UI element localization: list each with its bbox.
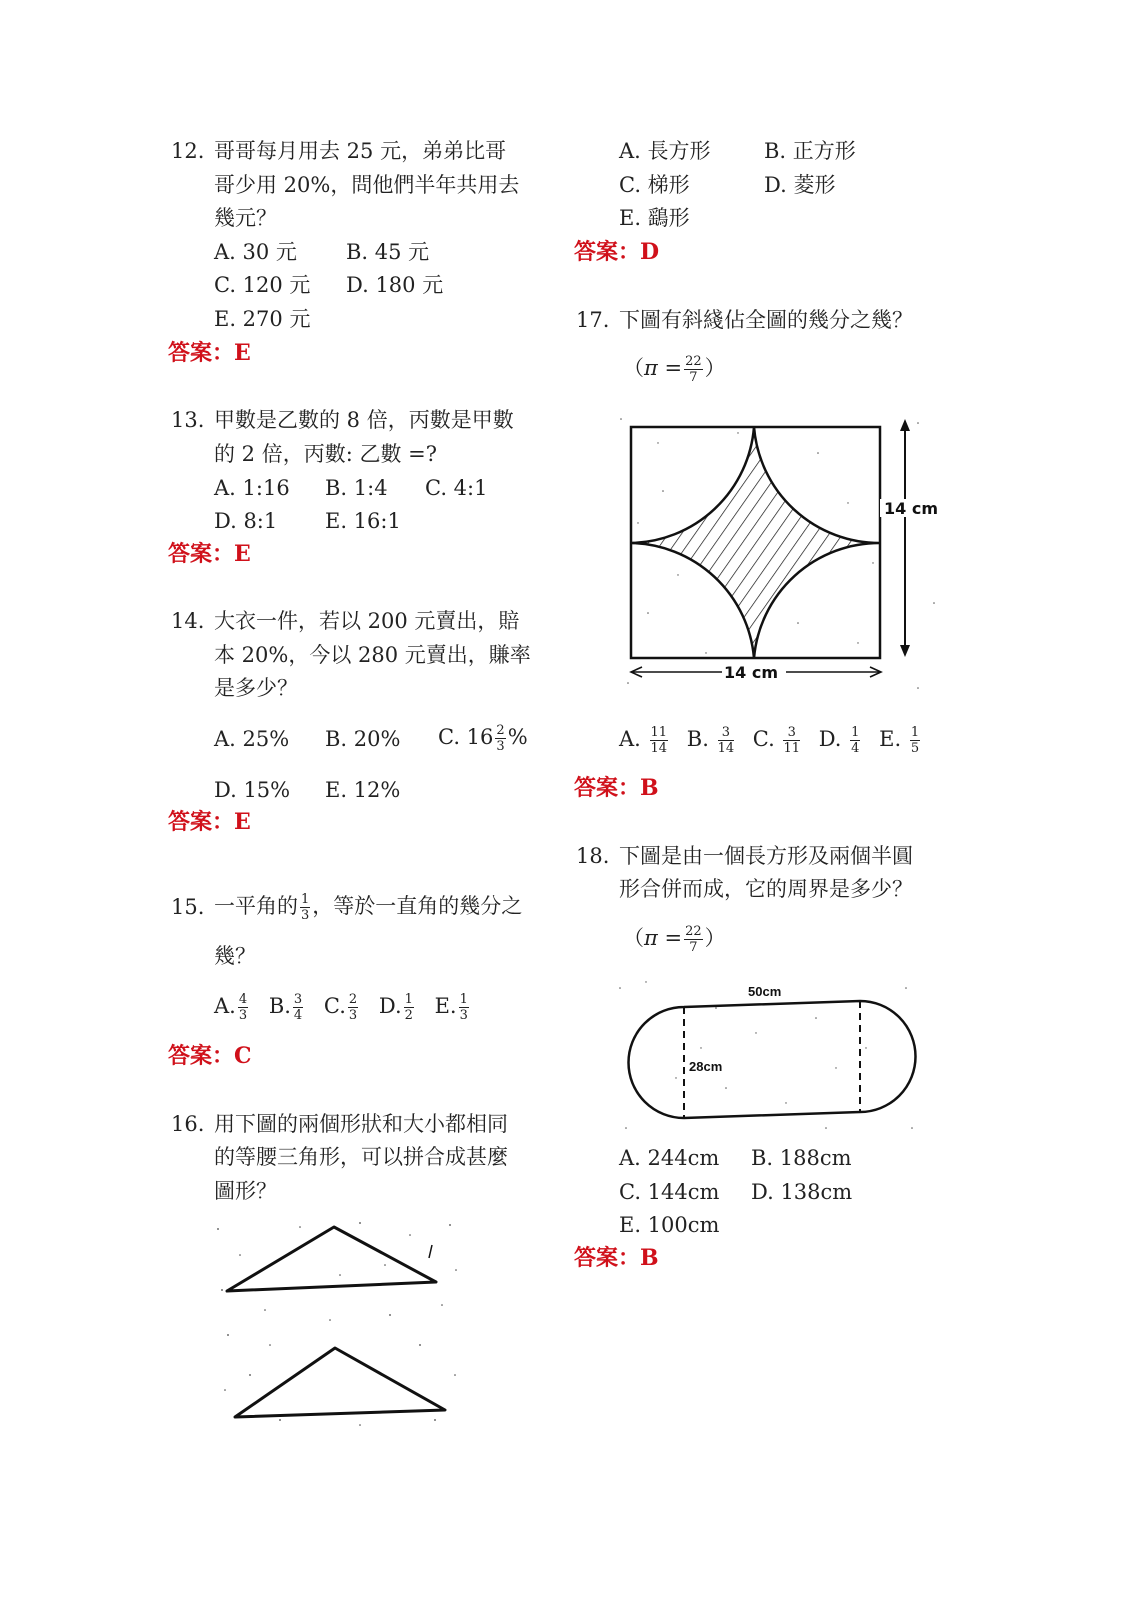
- option-letter: A.: [619, 727, 641, 751]
- paren: ）: [704, 356, 726, 380]
- fraction-denominator: 3: [496, 739, 505, 754]
- question-text-line: 用下圖的兩個形狀和大小都相同: [214, 1112, 508, 1136]
- option-letter: E.: [434, 994, 457, 1018]
- fraction-numerator: 2: [496, 723, 505, 738]
- fraction-numerator: 3: [783, 726, 800, 741]
- answer-line: [574, 240, 659, 264]
- option-b: B. 20%: [325, 727, 401, 751]
- answer-value: B: [640, 1245, 659, 1271]
- pi-symbol: π =: [644, 926, 683, 950]
- option-e: E. 12%: [325, 778, 401, 802]
- shaded-region: [631, 427, 880, 658]
- option-b: B. 188cm: [751, 1146, 852, 1170]
- fraction: [459, 993, 469, 1022]
- fraction-denominator: 3: [238, 1008, 248, 1023]
- question-number: 13.: [171, 408, 205, 432]
- options-row: [619, 723, 922, 755]
- option-c-suffix: %: [507, 725, 528, 749]
- fraction: [495, 724, 505, 753]
- option-a: A. 1:16: [214, 476, 290, 500]
- option-letter: D.: [378, 994, 402, 1018]
- question-text-line: 幾元？: [214, 206, 277, 230]
- question-text-line: [214, 890, 522, 922]
- fraction-denominator: 2: [404, 1008, 413, 1023]
- option-b: B. 45 元: [346, 240, 430, 264]
- question-number: 15.: [171, 895, 205, 919]
- option-a: A. 25%: [214, 727, 290, 751]
- option-c: C. 144cm: [619, 1180, 720, 1204]
- option-e: E. 100cm: [619, 1213, 720, 1237]
- question-number: 12.: [171, 139, 205, 163]
- option-d: D. 180 元: [346, 273, 444, 297]
- answer-value: E: [234, 541, 251, 567]
- fraction-denominator: 7: [689, 940, 698, 955]
- answer-label: 答案：: [574, 1245, 641, 1271]
- option-c: C. 120 元: [214, 273, 311, 297]
- answer-label: 答案：: [168, 541, 235, 567]
- fraction: [238, 993, 248, 1022]
- question-number: 14.: [171, 609, 205, 633]
- option-e: [879, 725, 922, 756]
- stadium-figure: [616, 978, 916, 1138]
- fraction-numerator: 1: [459, 992, 468, 1007]
- question-text-line: 大衣一件，若以 200 元賣出，賠: [214, 609, 520, 633]
- fraction: [650, 726, 669, 755]
- fraction-numerator: 2: [348, 992, 358, 1007]
- fraction: [348, 993, 358, 1022]
- option-a: A. 30 元: [214, 240, 297, 264]
- answer-line: [168, 810, 251, 834]
- option-b: [268, 992, 305, 1023]
- answer-line: [574, 776, 659, 800]
- option-c: [323, 992, 360, 1023]
- width-label: 28cm: [689, 1059, 723, 1074]
- answer-value: E: [234, 809, 251, 835]
- square-figure: [618, 413, 938, 693]
- option-a: A. 244cm: [619, 1146, 720, 1170]
- fraction-numerator: 1: [910, 725, 920, 740]
- option-c-prefix: C. 16: [438, 725, 494, 749]
- question-number: 16.: [171, 1112, 205, 1136]
- option-letter: C.: [752, 727, 775, 751]
- option-e: E. 鷂形: [619, 206, 690, 230]
- option-c: [752, 725, 802, 756]
- paren: （: [623, 926, 644, 950]
- question-text-line: 本 20%，今以 280 元賣出，賺率: [214, 643, 531, 667]
- option-d: D. 8:1: [214, 509, 278, 533]
- answer-label: 答案：: [168, 340, 235, 366]
- question-text-line: 圖形？: [214, 1179, 277, 1203]
- pi-symbol: π =: [644, 356, 683, 380]
- fraction-numerator: 22: [685, 924, 702, 939]
- isosceles-triangle: [235, 1348, 445, 1417]
- option-e: E. 270 元: [214, 307, 311, 331]
- fraction-numerator: 3: [293, 992, 303, 1007]
- option-d: [378, 992, 416, 1023]
- fraction: [684, 355, 703, 384]
- fraction-numerator: 4: [238, 992, 248, 1007]
- text: 一平角的: [214, 894, 298, 918]
- isosceles-triangle: [227, 1227, 436, 1291]
- option-a: A. 長方形: [619, 139, 711, 163]
- fraction-denominator: 7: [689, 370, 698, 385]
- triangles-figure: [210, 1215, 465, 1435]
- answer-label: 答案：: [168, 1043, 235, 1069]
- pi-note: [623, 922, 726, 954]
- fraction: [404, 993, 414, 1022]
- question-text-line: 形合併而成，它的周界是多少？: [619, 877, 913, 901]
- height-label: 14 cm: [884, 499, 938, 518]
- width-label: 14 cm: [724, 663, 778, 682]
- option-b: B. 正方形: [764, 139, 856, 163]
- option-d: D. 138cm: [751, 1180, 853, 1204]
- option-letter: B.: [686, 727, 709, 751]
- option-letter: A.: [214, 994, 236, 1018]
- fraction-denominator: 4: [293, 1008, 303, 1023]
- option-a: [619, 725, 670, 756]
- options-row: [214, 990, 471, 1022]
- fraction-denominator: 3: [348, 1008, 358, 1023]
- stadium-outline: [629, 1001, 916, 1118]
- fraction: [293, 993, 303, 1022]
- question-text-line: 哥哥每月用去 25 元，弟弟比哥: [214, 139, 507, 163]
- answer-label: 答案：: [168, 809, 235, 835]
- fraction: [300, 893, 310, 922]
- option-a: [214, 992, 250, 1023]
- option-b: B. 1:4: [325, 476, 388, 500]
- fraction-numerator: 1: [301, 892, 310, 907]
- question-number: 18.: [576, 844, 610, 868]
- length-label: 50cm: [748, 984, 782, 999]
- option-letter: C.: [323, 994, 346, 1018]
- question-text-line: 的 2 倍，丙數: 乙數 =?: [214, 442, 437, 466]
- fraction-denominator: 4: [851, 741, 860, 756]
- answer-value: E: [234, 340, 251, 366]
- fraction-numerator: 11: [650, 725, 668, 740]
- answer-line: [168, 542, 251, 566]
- answer-label: 答案：: [574, 239, 641, 265]
- paren: ）: [704, 926, 726, 950]
- answer-line: [574, 1246, 659, 1270]
- option-letter: D.: [818, 727, 842, 751]
- fraction: [684, 925, 703, 954]
- option-b: [686, 725, 736, 756]
- answer-value: D: [640, 239, 660, 265]
- option-d: [818, 725, 863, 756]
- fraction-denominator: 14: [717, 741, 735, 756]
- fraction-denominator: 3: [459, 1008, 468, 1023]
- question-text-line: 的等腰三角形，可以拼合成甚麼: [214, 1145, 508, 1169]
- question-text-line: 下圖是由一個長方形及兩個半圓: [619, 844, 913, 868]
- option-d: D. 菱形: [764, 173, 836, 197]
- question-text-line: 幾？: [214, 944, 256, 968]
- fraction: [850, 726, 860, 755]
- option-letter: E.: [879, 727, 902, 751]
- fraction: [718, 726, 735, 755]
- answer-value: B: [640, 775, 659, 801]
- question-text-line: 是多少？: [214, 676, 298, 700]
- fraction-numerator: 3: [718, 726, 735, 741]
- answer-label: 答案：: [574, 775, 641, 801]
- option-c: [438, 722, 528, 753]
- fraction-denominator: 3: [301, 908, 310, 923]
- pi-note: [623, 352, 726, 384]
- fraction: [783, 726, 800, 755]
- option-e: [434, 992, 471, 1023]
- arrowhead: [900, 419, 910, 431]
- fraction-denominator: 14: [650, 741, 668, 756]
- option-c: C. 4:1: [425, 476, 488, 500]
- fraction: [910, 726, 920, 755]
- arrowhead: [900, 645, 910, 657]
- answer-line: [168, 341, 251, 365]
- fraction-numerator: 1: [404, 992, 413, 1007]
- question-number: 17.: [576, 308, 610, 332]
- question-text-line: 甲數是乙數的 8 倍，丙數是甲數: [214, 408, 514, 432]
- option-letter: B.: [268, 994, 291, 1018]
- fraction-denominator: 5: [910, 741, 920, 756]
- option-d: D. 15%: [214, 778, 291, 802]
- fraction-denominator: 11: [783, 741, 801, 756]
- paren: （: [623, 356, 644, 380]
- answer-value: C: [234, 1043, 252, 1069]
- question-text-line: 哥少用 20%，問他們半年共用去: [214, 173, 520, 197]
- question-text-line: 下圖有斜綫佔全圖的幾分之幾？: [619, 308, 913, 332]
- answer-line: [168, 1044, 252, 1068]
- text: ，等於一直角的幾分之: [312, 894, 523, 918]
- mark: [429, 1245, 432, 1258]
- fraction-numerator: 1: [851, 725, 860, 740]
- option-e: E. 16:1: [325, 509, 401, 533]
- fraction-numerator: 22: [685, 354, 702, 369]
- option-c: C. 梯形: [619, 173, 690, 197]
